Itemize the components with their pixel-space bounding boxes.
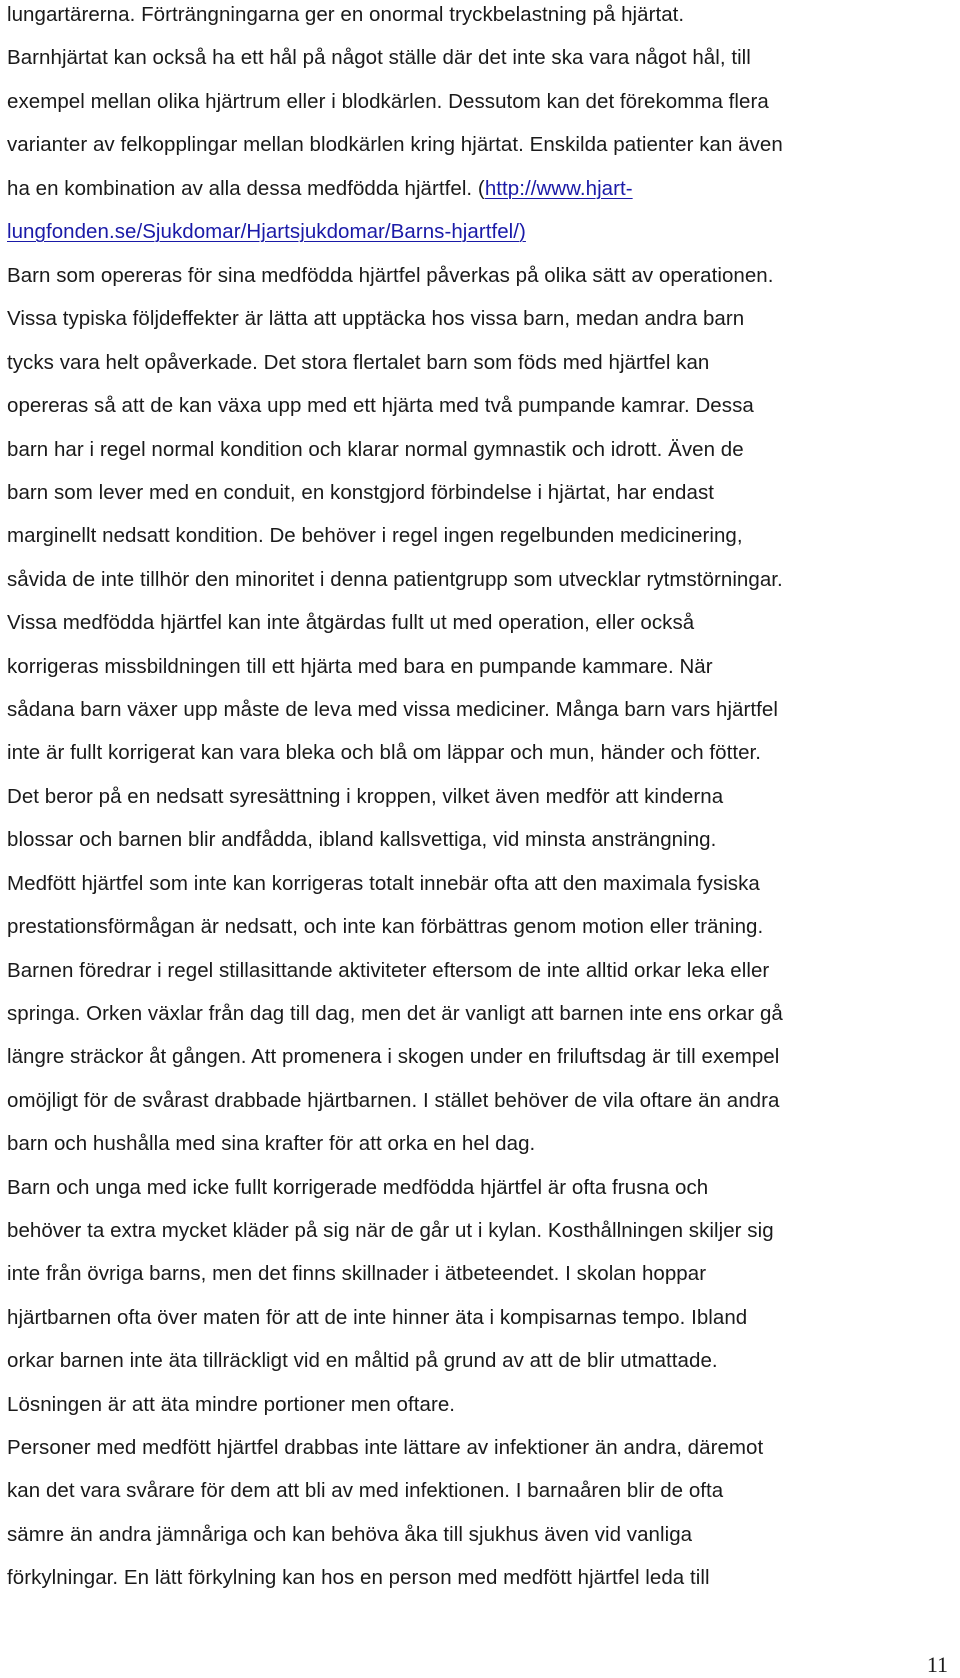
- paragraph-congenital-defects: [7, 0, 952, 253]
- source-link[interactable]: http://www.hjart-: [484, 176, 633, 200]
- link-close-paren: ): [519, 220, 526, 244]
- text-line: blossar och barnen blir andfådda, ibland kallsvettiga, vid minsta ansträngning.: [7, 828, 717, 852]
- text-line: inte från övriga barns, men det finns skillnader i ätbeteendet. I skolan hoppar: [7, 1262, 707, 1286]
- text-line: barn har i regel normal kondition och klarar normal gymnastik och idrott. Även de: [7, 437, 744, 461]
- text-line: barn som lever med en conduit, en konstgjord förbindelse i hjärtat, har endast: [7, 481, 714, 505]
- text-line: Lösningen är att äta mindre portioner men oftare.: [7, 1392, 456, 1416]
- text-line: längre sträckor åt gången. Att promenera i skogen under en friluftsdag är till exempel: [7, 1045, 780, 1069]
- text-line: Barnhjärtat kan också ha ett hål på något ställe där det inte ska vara något hål, till: [7, 46, 751, 70]
- text-line: sådana barn växer upp måste de leva med vissa mediciner. Många barn vars hjärtfel: [7, 698, 778, 722]
- text-line: exempel mellan olika hjärtrum eller i blodkärlen. Dessutom kan det förekomma flera: [7, 89, 769, 113]
- text-line: Medfött hjärtfel som inte kan korrigeras totalt innebär ofta att den maximala fysiska: [7, 871, 760, 895]
- text-line: Det beror på en nedsatt syresättning i kroppen, vilket även medför att kinderna: [7, 784, 724, 808]
- text-line: inte är fullt korrigerat kan vara bleka och blå om läppar och mun, händer och fötter.: [7, 741, 762, 765]
- text-line: Barn som opereras för sina medfödda hjärtfel påverkas på olika sätt av operationen.: [7, 264, 774, 287]
- text-line: kan det vara svårare för dem att bli av med infektionen. I barnaåren blir de ofta: [7, 1479, 724, 1503]
- page-number: 11: [926, 1652, 948, 1677]
- text-line: varianter av felkopplingar mellan blodkärlen kring hjärtat. Enskilda patienter kan även: [7, 133, 783, 157]
- text-line: behöver ta extra mycket kläder på sig när de går ut i kylan. Kosthållningen skiljer sig: [7, 1218, 774, 1242]
- text-line: marginellt nedsatt kondition. De behöver i regel ingen regelbunden medicinering,: [7, 524, 743, 548]
- text-line: sämre än andra jämnåriga och kan behöva åka till sjukhus även vid vanliga: [7, 1522, 693, 1546]
- text-line: Barnen föredrar i regel stillasittande aktiviteter eftersom de inte alltid orkar leka eller: [7, 958, 770, 982]
- text-line: springa. Orken växlar från dag till dag, men det är vanligt att barnen inte ens orkar gå: [7, 1001, 783, 1025]
- text-line: förkylningar. En lätt förkylning kan hos en person med medfött hjärtfel leda till: [7, 1566, 710, 1590]
- text-fragment: ha en kombination av alla dessa medfödda hjärtfel. (: [7, 176, 485, 200]
- text-line: lungartärerna. Förträngningarna ger en onormal tryckbelastning på hjärtat.: [7, 3, 685, 26]
- text-line: hjärtbarnen ofta över maten för att de inte hinner äta i kompisarnas tempo. Ibland: [7, 1305, 748, 1329]
- link-fragment: lungfonden.se/Sjukdomar/Hjartsjukdomar/Barns-hjartfel/: [7, 220, 520, 244]
- text-line: omöjligt för de svårast drabbade hjärtbarnen. I stället behöver de vila oftare än andra: [7, 1088, 780, 1112]
- paragraph-operations-effects: [7, 254, 952, 1600]
- document-page: [7, 0, 952, 1677]
- text-line: såvida de inte tillhör den minoritet i denna patientgrupp som utvecklar rytmstörningar.: [7, 567, 783, 591]
- text-line: Vissa typiska följdeffekter är lätta att upptäcka hos vissa barn, medan andra barn: [7, 307, 745, 331]
- text-line: Vissa medfödda hjärtfel kan inte åtgärdas fullt ut med operation, eller också: [7, 611, 695, 635]
- text-line: barn och hushålla med sina krafter för att orka en hel dag.: [7, 1132, 536, 1156]
- text-line-with-link: [7, 210, 952, 253]
- text-line: orkar barnen inte äta tillräckligt vid en måltid på grund av att de blir utmattade.: [7, 1349, 718, 1373]
- text-line-with-link: [7, 167, 952, 210]
- text-line: prestationsförmågan är nedsatt, och inte kan förbättras genom motion eller träning.: [7, 915, 764, 939]
- text-line: korrigeras missbildningen till ett hjärta med bara en pumpande kammare. När: [7, 654, 713, 678]
- text-line: Personer med medfött hjärtfel drabbas inte lättare av infektioner än andra, däremot: [7, 1435, 764, 1459]
- source-link-continued[interactable]: [7, 220, 526, 243]
- text-line: opereras så att de kan växa upp med ett hjärta med två pumpande kamrar. Dessa: [7, 394, 754, 418]
- text-line: Barn och unga med icke fullt korrigerade medfödda hjärtfel är ofta frusna och: [7, 1175, 709, 1199]
- text-line: tycks vara helt opåverkade. Det stora flertalet barn som föds med hjärtfel kan: [7, 350, 710, 374]
